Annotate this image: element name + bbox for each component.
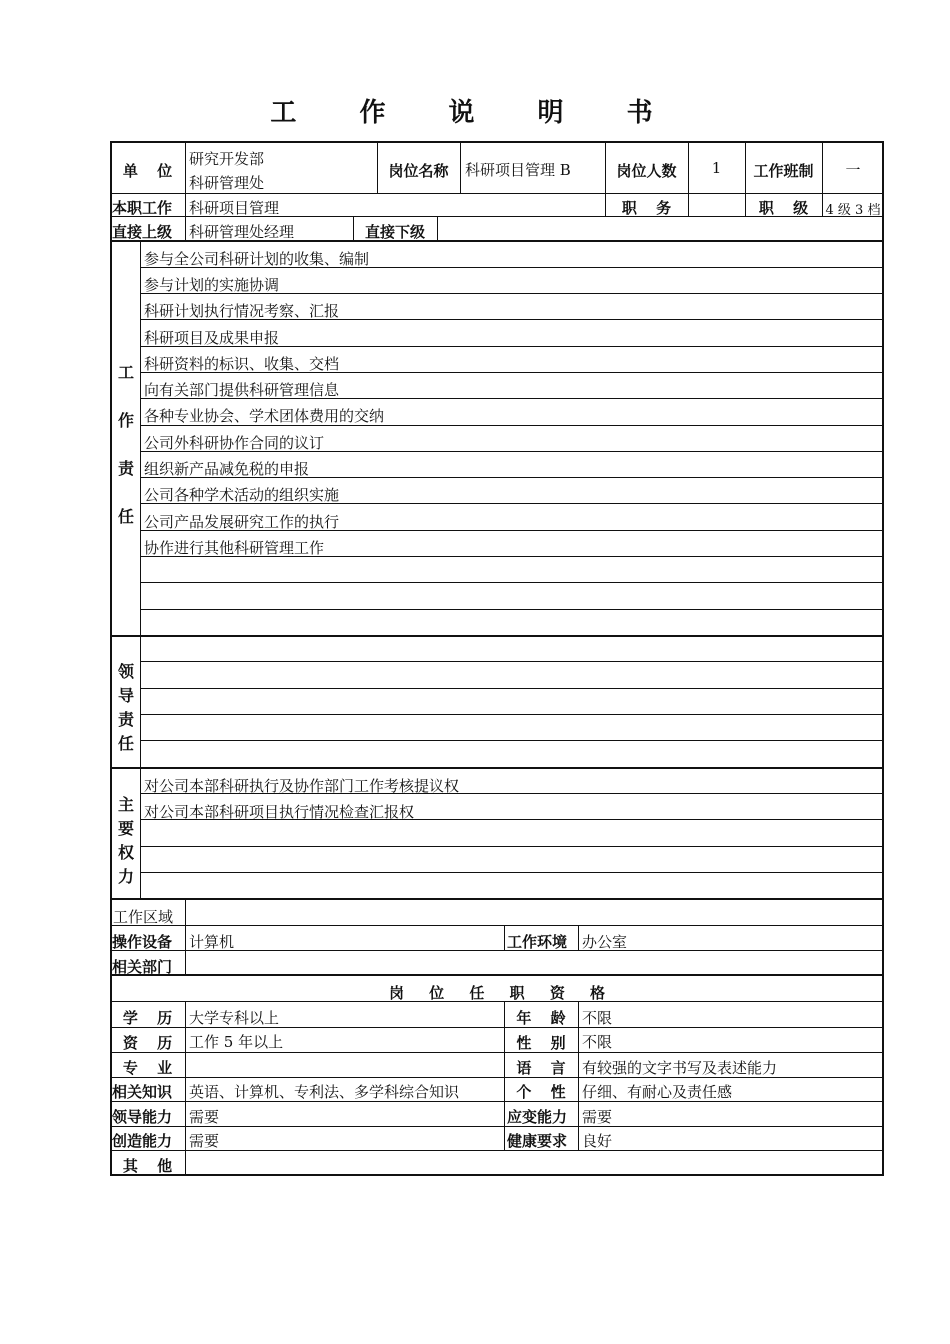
knowledge-label: 相关知识 <box>112 1083 173 1101</box>
responsibility-item: 科研资料的标识、收集、交档 <box>144 355 340 373</box>
unit-label: 单 位 <box>122 162 173 180</box>
related-dept-label: 相关部门 <box>112 958 173 976</box>
gender-label: 性 别 <box>516 1034 566 1052</box>
creativity-value: 需要 <box>189 1132 220 1150</box>
shift-value: 一 <box>845 161 861 179</box>
grade-value: 4 级 3 档 <box>825 203 881 218</box>
experience-label: 资 历 <box>122 1034 173 1052</box>
responsibility-item: 公司各种学术活动的组织实施 <box>144 486 340 504</box>
responsibilities-label: 工 作 责 任 <box>117 363 134 526</box>
responsibility-item: 协作进行其他科研管理工作 <box>144 539 325 557</box>
position-name-label: 岗位名称 <box>388 162 449 180</box>
education-label: 学 历 <box>122 1009 173 1027</box>
subordinate-label: 直接下级 <box>364 223 425 241</box>
responsibility-item: 参与全公司科研计划的收集、编制 <box>144 250 370 268</box>
experience-value: 工作 5 年以上 <box>189 1033 284 1051</box>
responsibility-item: 向有关部门提供科研管理信息 <box>144 381 340 399</box>
leadership-ability-label: 领导能力 <box>112 1108 173 1126</box>
authority-label: 主 要 权 力 <box>117 795 134 886</box>
authority-item: 对公司本部科研项目执行情况检查汇报权 <box>144 803 415 821</box>
creativity-label: 创造能力 <box>112 1132 173 1150</box>
personality-value: 仔细、有耐心及责任感 <box>582 1083 733 1101</box>
responsibility-item: 科研计划执行情况考察、汇报 <box>144 302 340 320</box>
health-label: 健康要求 <box>507 1132 568 1150</box>
qualifications-heading: 岗 位 任 职 资 格 <box>388 984 606 1002</box>
gender-value: 不限 <box>582 1033 613 1051</box>
superior-label: 直接上级 <box>112 223 173 241</box>
equipment-value: 计算机 <box>189 933 235 951</box>
language-value: 有较强的文字书写及表述能力 <box>582 1059 778 1077</box>
adaptability-value: 需要 <box>582 1108 613 1126</box>
environment-label: 工作环境 <box>507 933 568 951</box>
work-area-label: 工作区域 <box>113 908 174 926</box>
authority-item: 对公司本部科研执行及协作部门工作考核提议权 <box>144 777 460 795</box>
responsibility-item: 公司外科研协作合同的议订 <box>144 434 325 452</box>
personality-label: 个 性 <box>516 1083 566 1101</box>
responsibility-item: 各种专业协会、学术团体费用的交纳 <box>144 407 385 425</box>
language-label: 语 言 <box>516 1059 566 1077</box>
position-name-value: 科研项目管理 B <box>465 161 571 179</box>
duty-label: 职 务 <box>621 199 672 217</box>
unit-value-line1: 研究开发部 <box>189 150 265 168</box>
environment-value: 办公室 <box>582 933 628 951</box>
age-value: 不限 <box>582 1009 613 1027</box>
document-title: 工 作 说 明 书 <box>270 98 680 128</box>
headcount-label: 岗位人数 <box>616 162 677 180</box>
superior-value: 科研管理处经理 <box>189 223 295 241</box>
shift-label: 工作班制 <box>753 162 814 180</box>
headcount-value: 1 <box>711 159 722 177</box>
adaptability-label: 应变能力 <box>507 1108 568 1126</box>
responsibility-item: 组织新产品减免税的申报 <box>144 460 310 478</box>
education-value: 大学专科以上 <box>189 1009 280 1027</box>
responsibility-item: 参与计划的实施协调 <box>144 276 280 294</box>
leadership-label: 领 导 责 任 <box>117 662 134 753</box>
responsibility-item: 公司产品发展研究工作的执行 <box>144 513 340 531</box>
age-label: 年 龄 <box>516 1009 566 1027</box>
job-value: 科研项目管理 <box>189 199 280 217</box>
major-label: 专 业 <box>122 1059 173 1077</box>
grade-label: 职 级 <box>758 199 809 217</box>
responsibility-item: 科研项目及成果申报 <box>144 329 280 347</box>
health-value: 良好 <box>582 1132 613 1150</box>
job-label: 本职工作 <box>112 199 173 217</box>
unit-value-line2: 科研管理处 <box>189 174 265 192</box>
knowledge-value: 英语、计算机、专利法、多学科综合知识 <box>189 1083 460 1101</box>
other-label: 其 他 <box>122 1157 173 1175</box>
equipment-label: 操作设备 <box>112 933 173 951</box>
leadership-ability-value: 需要 <box>189 1108 220 1126</box>
